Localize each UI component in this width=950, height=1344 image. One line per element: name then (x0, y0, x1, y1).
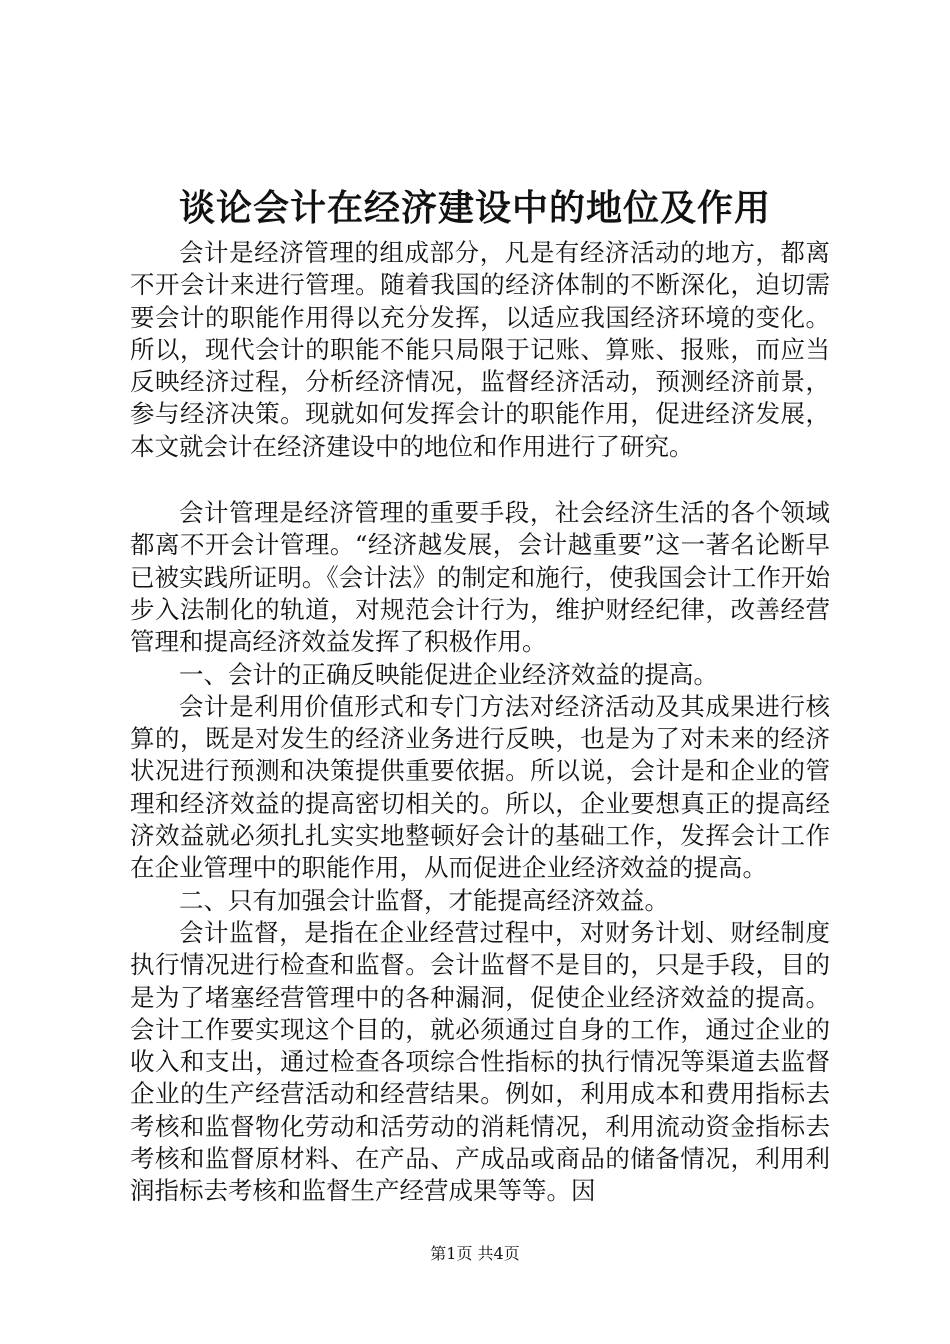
paragraph-accounting-management: 会计管理是经济管理的重要手段，社会经济生活的各个领域都离不开会计管理。“经济越发展，会计越重要”这一著名论断早已被实践所证明。《会计法》的制定和施行，使我国会计工作开始步入法制化的轨道，对规范会计行为，维护财经纪律，改善经营管理和提高经济效益发挥了积极作用。 (130, 498, 830, 657)
section-heading-1: 一、会计的正确反映能促进企业经济效益的提高。 (179, 659, 718, 689)
document-title: 谈论会计在经济建设中的地位及作用 (178, 187, 771, 229)
paragraph-intro: 会计是经济管理的组成部分，凡是有经济活动的地方，都离不开会计来进行管理。随着我国的经济体制的不断深化，迫切需要会计的职能作用得以充分发挥，以适应我国经济环境的变化。所以，现代会计的职能不能只局限于记账、算账、报账，而应当反映经济过程，分析经济情况，监督经济活动，预测经济前景，参与经济决策。现就如何发挥会计的职能作用，促进经济发展，本文就会计在经济建设中的地位和作用进行了研究。 (130, 238, 830, 461)
paragraph-spacer (130, 463, 830, 497)
paragraph-section-2: 会计监督，是指在企业经营过程中，对财务计划、财经制度执行情况进行检查和监督。会计监督不是目的，只是手段，目的是为了堵塞经营管理中的各种漏洞，促使企业经济效益的提高。会计工作要实现这个目的，就必须通过自身的工作，通过企业的收入和支出，通过检查各项综合性指标的执行情况等渠道去监督企业的生产经营活动和经营结果。例如，利用成本和费用指标去考核和监督物化劳动和活劳动的消耗情况，利用流动资金指标去考核和监督原材料、在产品、产成品或商品的储备情况，利用利润指标去考核和监督生产经营成果等等。因 (130, 917, 830, 1206)
page-footer: 第1页 共4页 (430, 1244, 520, 1263)
section-heading-2: 二、只有加强会计监督，才能提高经济效益。 (179, 885, 669, 915)
paragraph-section-1: 会计是利用价值形式和专门方法对经济活动及其成果进行核算的，既是对发生的经济业务进行反映，也是为了对未来的经济状况进行预测和决策提供重要依据。所以说，会计是和企业的管理和经济效益的提高密切相关的。所以，企业要想真正的提高经济效益就必须扎扎实实地整顿好会计的基础工作，发挥会计工作在企业管理中的职能作用，从而促进企业经济效益的提高。 (130, 691, 830, 883)
document-body (130, 237, 830, 1208)
